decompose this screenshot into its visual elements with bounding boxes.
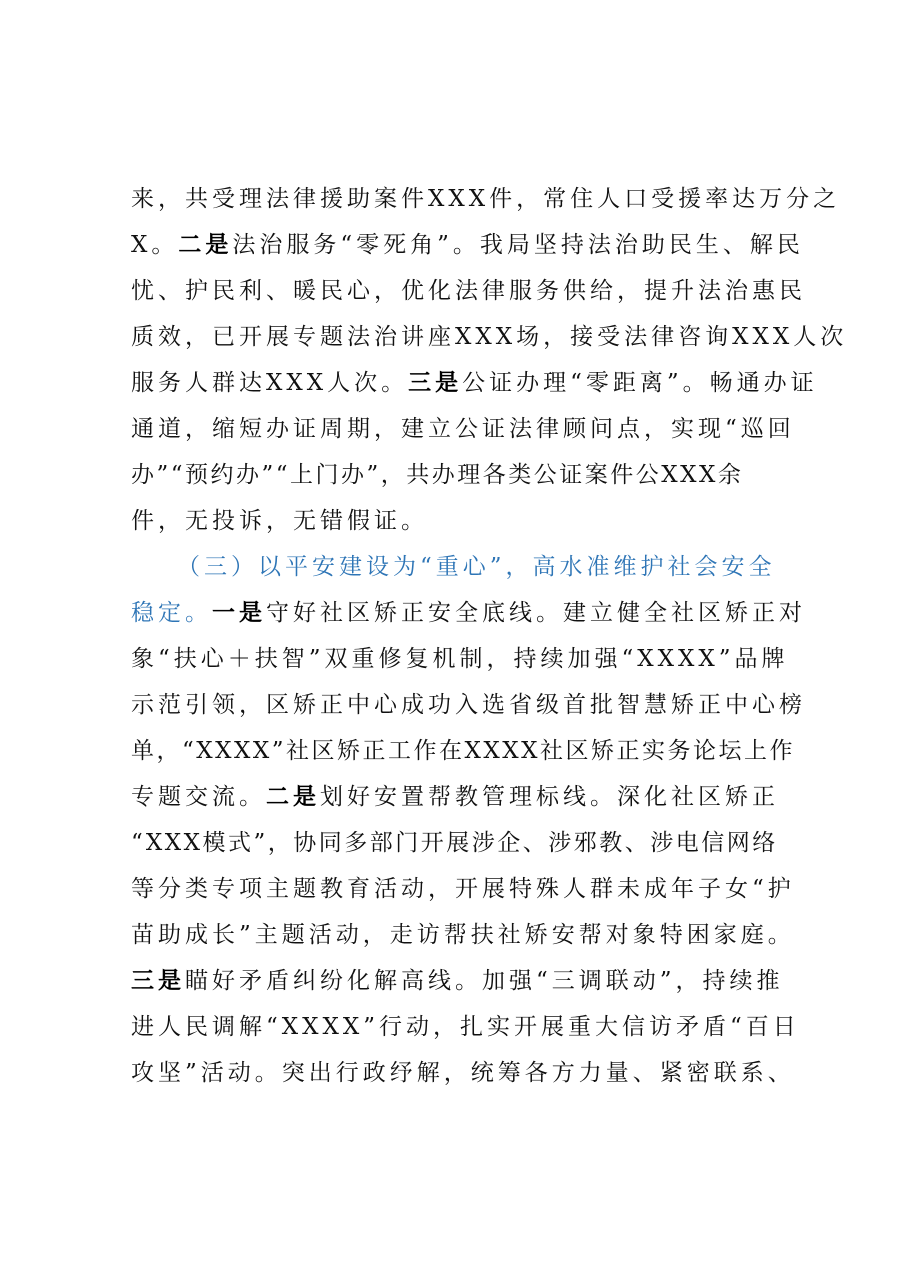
text-run: 攻坚”活动。突出行政纾解，统筹各方力量、紧密联系、 xyxy=(131,1060,795,1086)
section-heading-text: 稳定。 xyxy=(131,600,212,626)
text-line xyxy=(131,728,811,774)
text-line xyxy=(131,452,811,498)
bold-marker: 二是 xyxy=(178,232,233,258)
text-run: 公证办理“零距离”。畅通办证 xyxy=(462,370,818,396)
bold-marker: 二是 xyxy=(266,784,320,810)
text-run: 忧、护民利、暖民心，优化法律服务供给，提升法治惠民 xyxy=(131,278,806,304)
text-line xyxy=(131,682,811,728)
text-run: “XXX模式”，协同多部门开展涉企、涉邪教、涉电信网络 xyxy=(131,830,778,856)
bold-marker: 三是 xyxy=(408,370,463,396)
section-heading-text: （三）以平安建设为“重心”，高水准维护社会安全 xyxy=(177,554,776,580)
text-run: 法治服务“零死角”。我局坚持法治助民生、解民 xyxy=(232,232,804,258)
text-run: 通道，缩短办证周期，建立公证法律顾问点，实现“巡回 xyxy=(131,416,795,442)
body-text xyxy=(131,176,848,1096)
text-line xyxy=(131,636,811,682)
text-run: X。 xyxy=(131,232,179,258)
text-line xyxy=(131,590,811,636)
text-run: 来，共受理法律援助案件XXX件，常住人口受援率达万分之 xyxy=(131,186,841,212)
text-run: 件，无投诉，无错假证。 xyxy=(131,508,428,534)
text-run: 等分类专项主题教育活动，开展特殊人群未成年子女“护 xyxy=(131,876,795,902)
text-run: 专题交流。 xyxy=(131,784,266,810)
section-heading xyxy=(131,544,811,590)
text-run: 进人民调解“XXXX”行动，扎实开展重大信访矛盾“百日 xyxy=(131,1014,800,1040)
text-line xyxy=(131,866,811,912)
text-line xyxy=(131,958,811,1004)
text-line xyxy=(131,268,811,314)
text-run: 办”“预约办”“上门办”，共办理各类公证案件公XXX余 xyxy=(131,462,744,488)
text-line xyxy=(131,314,848,360)
text-run: 质效，已开展专题法治讲座XXX场，接受法律咨询XXX人次 xyxy=(131,324,848,350)
text-line xyxy=(131,1050,811,1096)
text-line xyxy=(131,176,841,222)
text-run: 单，“XXXX”社区矫正工作在XXXX社区矫正实务论坛上作 xyxy=(131,738,796,764)
text-run: 苗助成长”主题活动，走访帮扶社矫安帮对象特困家庭。 xyxy=(131,922,795,948)
text-line xyxy=(131,820,811,866)
text-run: 瞄好矛盾纠纷化解高线。加强“三调联动”，持续推 xyxy=(185,968,784,994)
text-run: 象“扶心＋扶智”双重修复机制，持续加强“XXXX”品牌 xyxy=(131,646,789,672)
bold-marker: 一是 xyxy=(212,600,266,626)
text-line xyxy=(131,222,811,268)
text-run: 服务人群达XXX人次。 xyxy=(131,370,409,396)
text-line xyxy=(131,498,811,544)
text-line xyxy=(131,774,811,820)
bold-marker: 三是 xyxy=(131,968,185,994)
text-line xyxy=(131,912,811,958)
text-run: 示范引领，区矫正中心成功入选省级首批智慧矫正中心榜 xyxy=(131,692,806,718)
text-run: 守好社区矫正安全底线。建立健全社区矫正对 xyxy=(266,600,806,626)
text-line xyxy=(131,360,818,406)
text-line xyxy=(131,1004,811,1050)
text-line xyxy=(131,406,811,452)
text-run: 划好安置帮教管理标线。深化社区矫正 xyxy=(320,784,779,810)
